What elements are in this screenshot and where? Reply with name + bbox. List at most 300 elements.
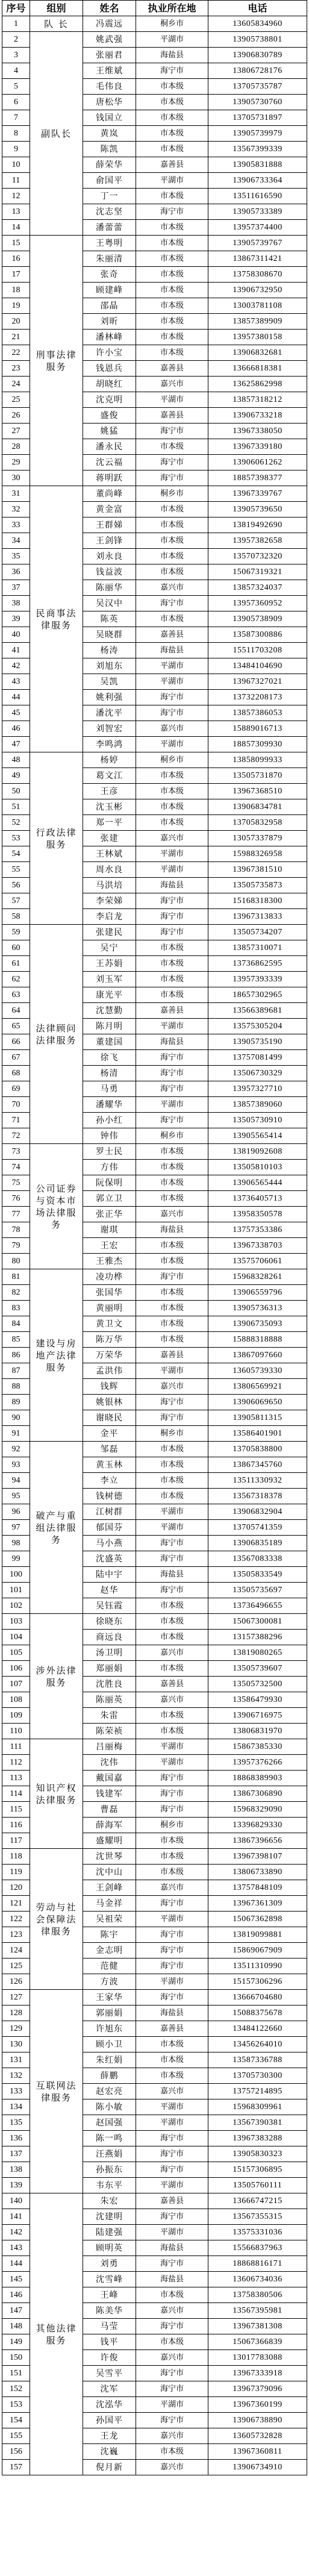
phone-number: 13505833549 bbox=[208, 1567, 307, 1583]
row-index: 21 bbox=[2, 330, 30, 345]
member-name: 孙小红 bbox=[83, 1113, 136, 1128]
member-name: 黄玉林 bbox=[83, 1457, 136, 1473]
practice-location: 市本级 bbox=[136, 768, 208, 784]
member-name: 赵宏亮 bbox=[83, 2084, 136, 2099]
practice-location: 市本级 bbox=[136, 330, 208, 345]
row-index: 32 bbox=[2, 502, 30, 517]
member-name: 朱红娟 bbox=[83, 2052, 136, 2068]
row-index: 85 bbox=[2, 1332, 30, 1348]
member-name: 朱宏 bbox=[83, 2193, 136, 2209]
member-name: 凌功桦 bbox=[83, 1269, 136, 1285]
phone-number: 13906835189 bbox=[208, 1536, 307, 1551]
table-row bbox=[2, 1849, 307, 1865]
practice-location: 市本级 bbox=[136, 345, 208, 361]
phone-number: 15968328261 bbox=[208, 1269, 307, 1285]
member-name: 许俊 bbox=[83, 2350, 136, 2366]
row-index: 23 bbox=[2, 361, 30, 377]
row-index: 53 bbox=[2, 831, 30, 846]
practice-location: 市本级 bbox=[136, 189, 208, 204]
member-name: 马莹 bbox=[83, 2319, 136, 2334]
member-name: 沈建明 bbox=[83, 2209, 136, 2225]
practice-location: 嘉善县 bbox=[136, 2193, 208, 2209]
member-name: 沈伟 bbox=[83, 1755, 136, 1771]
phone-number: 13566389681 bbox=[208, 1003, 307, 1019]
practice-location: 平湖市 bbox=[136, 2099, 208, 2115]
practice-location: 市本级 bbox=[136, 1833, 208, 1849]
member-name: 赵华 bbox=[83, 1583, 136, 1598]
phone-number: 13905739979 bbox=[208, 126, 307, 142]
practice-location: 平湖市 bbox=[136, 1974, 208, 1990]
practice-location: 市本级 bbox=[136, 142, 208, 157]
row-index: 134 bbox=[2, 2099, 30, 2115]
phone-number: 15867385330 bbox=[208, 1739, 307, 1755]
member-name: 王彦 bbox=[83, 784, 136, 799]
row-index: 62 bbox=[2, 972, 30, 987]
phone-number: 13857386053 bbox=[208, 705, 307, 721]
member-name: 丁一 bbox=[83, 189, 136, 204]
table-row bbox=[2, 925, 307, 940]
row-index: 64 bbox=[2, 1003, 30, 1019]
member-name: 吴汉中 bbox=[83, 596, 136, 611]
row-index: 30 bbox=[2, 470, 30, 486]
table-row bbox=[2, 1442, 307, 1457]
practice-location: 嘉善县 bbox=[136, 157, 208, 173]
member-name: 陈美华 bbox=[83, 2303, 136, 2319]
member-name: 陈一鸣 bbox=[83, 2131, 136, 2146]
member-name: 刘永良 bbox=[83, 549, 136, 564]
phone-number: 13967360199 bbox=[208, 2397, 307, 2413]
practice-location: 市本级 bbox=[136, 1630, 208, 1645]
group-cell: 知识产权法律服务 bbox=[30, 1739, 83, 1849]
practice-location: 市本级 bbox=[136, 2068, 208, 2084]
row-index: 81 bbox=[2, 1269, 30, 1285]
practice-location: 平湖市 bbox=[136, 2178, 208, 2193]
member-name: 吕丽梅 bbox=[83, 1739, 136, 1755]
member-name: 顾建峰 bbox=[83, 283, 136, 298]
phone-number: 13905739650 bbox=[208, 502, 307, 517]
roster-sheet bbox=[2, 0, 307, 2576]
row-index: 40 bbox=[2, 627, 30, 643]
member-name: 薛荣华 bbox=[83, 157, 136, 173]
row-index: 93 bbox=[2, 1457, 30, 1473]
phone-number: 13819099881 bbox=[208, 1927, 307, 1943]
practice-location: 海宁市 bbox=[136, 1771, 208, 1786]
row-index: 50 bbox=[2, 784, 30, 799]
row-index: 3 bbox=[2, 48, 30, 63]
phone-number: 15511703208 bbox=[208, 643, 307, 658]
row-index: 127 bbox=[2, 1990, 30, 2005]
practice-location: 海宁市 bbox=[136, 705, 208, 721]
member-name: 潘永民 bbox=[83, 439, 136, 455]
member-name: 沈巍 bbox=[83, 2444, 136, 2460]
practice-location: 市本级 bbox=[136, 79, 208, 95]
practice-location: 海宁市 bbox=[136, 424, 208, 439]
row-index: 98 bbox=[2, 1536, 30, 1551]
phone-number: 15968309961 bbox=[208, 2099, 307, 2115]
practice-location: 市本级 bbox=[136, 533, 208, 549]
practice-location: 海宁市 bbox=[136, 1066, 208, 1081]
phone-number: 13567318378 bbox=[208, 1489, 307, 1504]
phone-number: 13906069650 bbox=[208, 1395, 307, 1410]
member-name: 方伟 bbox=[83, 1160, 136, 1175]
row-index: 17 bbox=[2, 267, 30, 283]
phone-number: 13906565444 bbox=[208, 1175, 307, 1191]
phone-number: 13587300886 bbox=[208, 627, 307, 643]
member-name: 王群娣 bbox=[83, 517, 136, 533]
table-row bbox=[2, 1269, 307, 1285]
practice-location: 桐乡市 bbox=[136, 1818, 208, 1833]
row-index: 79 bbox=[2, 1238, 30, 1254]
practice-location: 海宁市 bbox=[136, 1786, 208, 1802]
row-index: 39 bbox=[2, 611, 30, 627]
phone-number: 13575305204 bbox=[208, 1019, 307, 1034]
row-index: 131 bbox=[2, 2052, 30, 2068]
table-row bbox=[2, 752, 307, 768]
practice-location: 海宁市 bbox=[136, 2162, 208, 2178]
phone-number: 13757214895 bbox=[208, 2084, 307, 2099]
member-name: 沈志坚 bbox=[83, 204, 136, 220]
row-index: 156 bbox=[2, 2444, 30, 2460]
row-index: 69 bbox=[2, 1081, 30, 1097]
member-name: 金平 bbox=[83, 1426, 136, 1442]
practice-location: 市本级 bbox=[136, 1724, 208, 1739]
row-index: 145 bbox=[2, 2272, 30, 2287]
row-index: 92 bbox=[2, 1442, 30, 1457]
practice-location: 海盐县 bbox=[136, 1567, 208, 1583]
practice-location: 嘉兴市 bbox=[136, 1692, 208, 1708]
row-index: 108 bbox=[2, 1692, 30, 1708]
phone-number: 15067319321 bbox=[208, 564, 307, 580]
row-index: 146 bbox=[2, 2287, 30, 2303]
practice-location: 市本级 bbox=[136, 517, 208, 533]
member-name: 顾小卫 bbox=[83, 2037, 136, 2052]
member-name: 罗士民 bbox=[83, 1144, 136, 1160]
practice-location: 嘉善县 bbox=[136, 627, 208, 643]
practice-location: 海宁市 bbox=[136, 204, 208, 220]
row-index: 136 bbox=[2, 2131, 30, 2146]
row-index: 28 bbox=[2, 439, 30, 455]
practice-location: 市本级 bbox=[136, 2444, 208, 2460]
row-index: 117 bbox=[2, 1833, 30, 1849]
phone-number: 13705731897 bbox=[208, 110, 307, 126]
practice-location: 海宁市 bbox=[136, 596, 208, 611]
row-index: 20 bbox=[2, 314, 30, 330]
member-name: 沈雪峰 bbox=[83, 2272, 136, 2287]
member-name: 马勇 bbox=[83, 1081, 136, 1097]
phone-number: 13505735697 bbox=[208, 1583, 307, 1598]
practice-location: 海宁市 bbox=[136, 1050, 208, 1066]
practice-location: 市本级 bbox=[136, 220, 208, 236]
member-name: 钱树德 bbox=[83, 1489, 136, 1504]
practice-location: 市本级 bbox=[136, 1160, 208, 1175]
phone-number: 13857318212 bbox=[208, 392, 307, 408]
row-index: 95 bbox=[2, 1489, 30, 1504]
practice-location: 海盐县 bbox=[136, 2005, 208, 2021]
member-name: 王林斌 bbox=[83, 846, 136, 862]
phone-number: 13819092608 bbox=[208, 1144, 307, 1160]
header-name: 姓名 bbox=[83, 1, 136, 16]
practice-location: 市本级 bbox=[136, 110, 208, 126]
row-index: 47 bbox=[2, 737, 30, 752]
row-index: 56 bbox=[2, 878, 30, 893]
member-name: 王峰 bbox=[83, 2287, 136, 2303]
member-name: 董建国 bbox=[83, 1034, 136, 1050]
phone-number: 13906716975 bbox=[208, 1708, 307, 1724]
member-name: 郭丽娟 bbox=[83, 2005, 136, 2021]
phone-number: 13905830323 bbox=[208, 2146, 307, 2162]
row-index: 91 bbox=[2, 1426, 30, 1442]
practice-location: 市本级 bbox=[136, 251, 208, 267]
row-index: 65 bbox=[2, 1019, 30, 1034]
member-name: 潘耀华 bbox=[83, 1097, 136, 1113]
member-name: 刘勇 bbox=[83, 2256, 136, 2272]
table-row bbox=[2, 1739, 307, 1755]
member-name: 曹磊 bbox=[83, 1802, 136, 1818]
member-name: 潘沈平 bbox=[83, 705, 136, 721]
practice-location: 海宁市 bbox=[136, 63, 208, 79]
row-index: 57 bbox=[2, 893, 30, 909]
practice-location: 平湖市 bbox=[136, 1912, 208, 1927]
member-name: 黄卫文 bbox=[83, 1316, 136, 1332]
practice-location: 海盐县 bbox=[136, 48, 208, 63]
phone-number: 13906834781 bbox=[208, 799, 307, 815]
row-index: 33 bbox=[2, 517, 30, 533]
row-index: 86 bbox=[2, 1348, 30, 1363]
row-index: 133 bbox=[2, 2084, 30, 2099]
practice-location: 嘉善县 bbox=[136, 408, 208, 424]
phone-number: 13905735190 bbox=[208, 1034, 307, 1050]
practice-location: 市本级 bbox=[136, 2334, 208, 2350]
practice-location: 嘉兴市 bbox=[136, 1880, 208, 1896]
phone-number: 13906734910 bbox=[208, 2460, 307, 2475]
row-index: 88 bbox=[2, 1379, 30, 1395]
practice-location: 海宁市 bbox=[136, 1536, 208, 1551]
practice-location: 市本级 bbox=[136, 987, 208, 1003]
member-name: 陈丽英 bbox=[83, 1692, 136, 1708]
practice-location: 嘉兴市 bbox=[136, 2350, 208, 2366]
row-index: 129 bbox=[2, 2021, 30, 2037]
phone-number: 13484104690 bbox=[208, 658, 307, 674]
practice-location: 市本级 bbox=[136, 1865, 208, 1880]
practice-location: 海宁市 bbox=[136, 1896, 208, 1912]
row-index: 143 bbox=[2, 2240, 30, 2256]
phone-number: 13967368510 bbox=[208, 784, 307, 799]
member-name: 邵晶 bbox=[83, 298, 136, 314]
row-index: 124 bbox=[2, 1943, 30, 1959]
row-index: 140 bbox=[2, 2193, 30, 2209]
member-name: 阮保明 bbox=[83, 1175, 136, 1191]
practice-location: 平湖市 bbox=[136, 2397, 208, 2413]
member-name: 邹磊 bbox=[83, 1442, 136, 1457]
phone-number: 13858099933 bbox=[208, 752, 307, 768]
practice-location: 海宁市 bbox=[136, 2146, 208, 2162]
practice-location: 市本级 bbox=[136, 1708, 208, 1724]
practice-location: 平湖市 bbox=[136, 1755, 208, 1771]
practice-location: 海宁市 bbox=[136, 1959, 208, 1974]
member-name: 吴宁 bbox=[83, 940, 136, 956]
member-name: 戴国嘉 bbox=[83, 1771, 136, 1786]
phone-number: 13511330932 bbox=[208, 1473, 307, 1489]
member-name: 钱辉 bbox=[83, 1379, 136, 1395]
member-name: 张国华 bbox=[83, 1285, 136, 1301]
table-row bbox=[2, 1990, 307, 2005]
member-name: 汤卫明 bbox=[83, 1645, 136, 1661]
phone-number: 13736862595 bbox=[208, 956, 307, 972]
practice-location: 嘉兴市 bbox=[136, 1645, 208, 1661]
table-row bbox=[2, 1614, 307, 1630]
practice-location: 市本级 bbox=[136, 1144, 208, 1160]
practice-location: 平湖市 bbox=[136, 1019, 208, 1034]
member-name: 陈英 bbox=[83, 611, 136, 627]
member-name: 张建 bbox=[83, 831, 136, 846]
phone-number: 13057337879 bbox=[208, 831, 307, 846]
phone-number: 13906559796 bbox=[208, 1285, 307, 1301]
phone-number: 15157306296 bbox=[208, 1974, 307, 1990]
row-index: 63 bbox=[2, 987, 30, 1003]
practice-location: 嘉兴市 bbox=[136, 721, 208, 737]
member-name: 刘旭东 bbox=[83, 658, 136, 674]
phone-number: 13505734207 bbox=[208, 925, 307, 940]
phone-number: 13957374400 bbox=[208, 220, 307, 236]
practice-location: 市本级 bbox=[136, 1175, 208, 1191]
member-name: 王剑锋 bbox=[83, 533, 136, 549]
phone-number: 13967338703 bbox=[208, 1238, 307, 1254]
member-name: 俞国平 bbox=[83, 173, 136, 189]
phone-number: 15968329090 bbox=[208, 1802, 307, 1818]
phone-number: 13867311421 bbox=[208, 251, 307, 267]
practice-location: 平湖市 bbox=[136, 846, 208, 862]
group-cell: 法律顾问法律服务 bbox=[30, 925, 83, 1144]
header-location: 执业所在地 bbox=[136, 1, 208, 16]
phone-number: 15889016713 bbox=[208, 721, 307, 737]
practice-location: 市本级 bbox=[136, 2052, 208, 2068]
row-index: 72 bbox=[2, 1128, 30, 1144]
phone-number: 13867306890 bbox=[208, 1786, 307, 1802]
phone-number: 13757353386 bbox=[208, 1222, 307, 1238]
practice-location: 平湖市 bbox=[136, 2225, 208, 2240]
practice-location: 桐乡市 bbox=[136, 16, 208, 32]
phone-number: 13575331036 bbox=[208, 2225, 307, 2240]
row-index: 49 bbox=[2, 768, 30, 784]
row-index: 60 bbox=[2, 940, 30, 956]
member-name: 金志明 bbox=[83, 1943, 136, 1959]
practice-location: 海宁市 bbox=[136, 2381, 208, 2397]
member-name: 杨涛 bbox=[83, 643, 136, 658]
member-name: 李启龙 bbox=[83, 909, 136, 925]
practice-location: 市本级 bbox=[136, 1661, 208, 1677]
row-index: 104 bbox=[2, 1630, 30, 1645]
practice-location: 海宁市 bbox=[136, 2366, 208, 2381]
row-index: 116 bbox=[2, 1818, 30, 1833]
phone-number: 13967361309 bbox=[208, 1896, 307, 1912]
row-index: 80 bbox=[2, 1254, 30, 1269]
practice-location: 海盐县 bbox=[136, 1034, 208, 1050]
phone-number: 15168318300 bbox=[208, 893, 307, 909]
practice-location: 市本级 bbox=[136, 1332, 208, 1348]
member-name: 汪燕娟 bbox=[83, 2146, 136, 2162]
phone-number: 13511616590 bbox=[208, 189, 307, 204]
member-name: 王剑峰 bbox=[83, 1880, 136, 1896]
member-name: 沈世琴 bbox=[83, 1849, 136, 1865]
row-index: 73 bbox=[2, 1144, 30, 1160]
member-name: 王苏娟 bbox=[83, 956, 136, 972]
practice-location: 海宁市 bbox=[136, 1113, 208, 1128]
phone-number: 13967379096 bbox=[208, 2381, 307, 2397]
phone-number: 13857389060 bbox=[208, 1097, 307, 1113]
phone-number: 13967338050 bbox=[208, 424, 307, 439]
practice-location: 海宁市 bbox=[136, 1802, 208, 1818]
row-index: 25 bbox=[2, 392, 30, 408]
row-index: 150 bbox=[2, 2350, 30, 2366]
practice-location: 市本级 bbox=[136, 1473, 208, 1489]
member-name: 姚猛 bbox=[83, 424, 136, 439]
phone-number: 15869067909 bbox=[208, 1943, 307, 1959]
phone-number: 13806733890 bbox=[208, 1865, 307, 1880]
phone-number: 13967327021 bbox=[208, 674, 307, 690]
row-index: 15 bbox=[2, 236, 30, 251]
row-index: 78 bbox=[2, 1222, 30, 1238]
member-name: 黄丽明 bbox=[83, 1301, 136, 1316]
row-index: 84 bbox=[2, 1316, 30, 1332]
row-index: 113 bbox=[2, 1771, 30, 1786]
phone-number: 13906832904 bbox=[208, 1504, 307, 1520]
phone-number: 13857324037 bbox=[208, 580, 307, 596]
row-index: 70 bbox=[2, 1097, 30, 1113]
phone-number: 13905831888 bbox=[208, 157, 307, 173]
member-name: 钱建军 bbox=[83, 1786, 136, 1802]
member-name: 张正华 bbox=[83, 1207, 136, 1222]
row-index: 90 bbox=[2, 1410, 30, 1426]
practice-location: 海宁市 bbox=[136, 1081, 208, 1097]
member-name: 朱丽清 bbox=[83, 251, 136, 267]
row-index: 99 bbox=[2, 1551, 30, 1567]
practice-location: 嘉兴市 bbox=[136, 2460, 208, 2475]
member-name: 朱雷 bbox=[83, 1708, 136, 1724]
phone-number: 13905565414 bbox=[208, 1128, 307, 1144]
group-cell: 公司证券与资本市场法律服务 bbox=[30, 1144, 83, 1269]
member-name: 范健 bbox=[83, 1959, 136, 1974]
member-name: 钱平 bbox=[83, 2334, 136, 2350]
row-index: 100 bbox=[2, 1567, 30, 1583]
phone-number: 13967339767 bbox=[208, 486, 307, 502]
row-index: 109 bbox=[2, 1708, 30, 1724]
member-name: 沈克明 bbox=[83, 392, 136, 408]
row-index: 138 bbox=[2, 2162, 30, 2178]
member-name: 陈月明 bbox=[83, 1019, 136, 1034]
member-name: 钱恩兵 bbox=[83, 361, 136, 377]
practice-location: 海宁市 bbox=[136, 2131, 208, 2146]
practice-location: 平湖市 bbox=[136, 737, 208, 752]
phone-number: 13606734036 bbox=[208, 2272, 307, 2287]
group-cell: 涉外法律服务 bbox=[30, 1614, 83, 1739]
member-name: 陈凯 bbox=[83, 142, 136, 157]
member-name: 徐飞 bbox=[83, 1050, 136, 1066]
member-name: 王粤明 bbox=[83, 236, 136, 251]
member-name: 康光平 bbox=[83, 987, 136, 1003]
phone-number: 13957393339 bbox=[208, 972, 307, 987]
practice-location: 市本级 bbox=[136, 1598, 208, 1614]
practice-location: 市本级 bbox=[136, 2287, 208, 2303]
table-row bbox=[2, 32, 307, 48]
practice-location: 海宁市 bbox=[136, 893, 208, 909]
row-index: 149 bbox=[2, 2334, 30, 2350]
phone-number: 13505760111 bbox=[208, 2178, 307, 2193]
phone-number: 13157388296 bbox=[208, 1630, 307, 1645]
practice-location: 平湖市 bbox=[136, 1520, 208, 1536]
practice-location: 市本级 bbox=[136, 564, 208, 580]
phone-number: 13567083338 bbox=[208, 1551, 307, 1567]
row-index: 102 bbox=[2, 1598, 30, 1614]
